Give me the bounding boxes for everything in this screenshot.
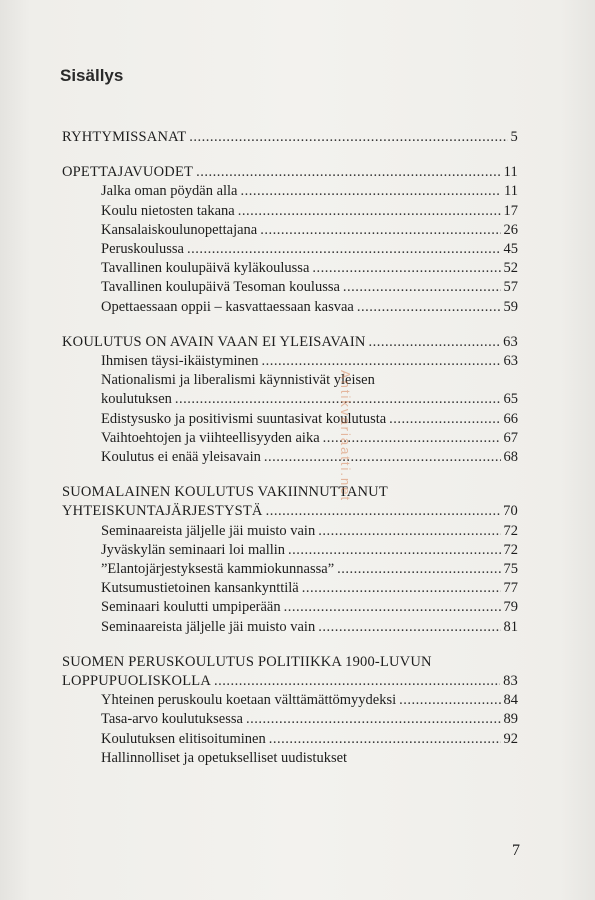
toc-leader-dots [357, 298, 501, 317]
toc-entry-row [62, 598, 518, 617]
toc-leader-dots [266, 502, 500, 521]
toc-entry-row [62, 352, 518, 371]
toc-entry-title: Tavallinen koulupäivä Tesoman koulussa [101, 279, 340, 296]
toc-entry-title: Tasa-arvo koulutuksessa [101, 711, 243, 728]
toc-entry-title: Seminaareista jäljelle jäi muisto vain [101, 618, 316, 635]
toc-entry-title: Koulutuksen elitisoituminen [101, 730, 266, 747]
toc-leader-dots [288, 541, 500, 560]
toc-entry-title-line: Hallinnolliset ja opetukselliset uudistukset [101, 749, 348, 766]
toc-page-number: 17 [503, 202, 518, 219]
toc-chapter-title: LOPPUPUOLISKOLLA [62, 673, 212, 690]
toc-entry-title: Jyväskylän seminaari loi mallin [101, 541, 286, 558]
toc-entry-row [62, 202, 518, 221]
toc-leader-dots [337, 560, 500, 579]
toc-entry-row [62, 240, 518, 259]
toc-entry-title: Opettaessaan oppii – kasvattaessaan kasvaa [101, 298, 354, 315]
toc-page-number: 92 [503, 730, 518, 747]
toc-leader-dots [389, 410, 500, 429]
toc-entry-title: Edistysusko ja positivismi suuntasivat koulutusta [101, 410, 387, 427]
page-number: 7 [512, 842, 520, 859]
toc-page-number: 84 [503, 692, 518, 709]
toc-entry-row [62, 410, 518, 429]
toc-chapter-row [62, 163, 518, 182]
toc-entry-title: Peruskoulussa [101, 241, 184, 258]
toc-page-number: 70 [503, 503, 518, 520]
toc-leader-dots [261, 352, 500, 371]
toc-entry-row [62, 579, 518, 598]
toc-page-number: 11 [504, 183, 518, 200]
toc-leader-dots [302, 579, 501, 598]
toc-page-number: 72 [503, 541, 518, 558]
toc-entry-row [62, 522, 518, 541]
toc-page-number: 83 [503, 673, 518, 690]
toc-page-number: 26 [503, 221, 518, 238]
toc-leader-dots [369, 333, 501, 352]
toc-page-number: 11 [503, 164, 518, 181]
toc-leader-dots [399, 691, 500, 710]
toc-entry-title: koulutuksen [101, 391, 172, 408]
toc-entry-row [62, 541, 518, 560]
toc-page-number: 67 [503, 429, 518, 446]
toc-leader-dots [318, 618, 500, 637]
toc-entry-title: Koulu nietosten takana [101, 202, 235, 219]
toc-page-number: 57 [503, 279, 518, 296]
toc-chapter-title: OPETTAJAVUODET [62, 164, 194, 181]
toc-leader-dots [238, 202, 501, 221]
toc-leader-dots [269, 730, 501, 749]
toc-page-number: 63 [503, 333, 518, 350]
toc-entry-row [62, 560, 518, 579]
toc-page-number: 63 [503, 353, 518, 370]
toc-chapter-title: KOULUTUS ON AVAIN VAAN EI YLEISAVAIN [62, 333, 366, 350]
toc-entry-title: Vaihtoehtojen ja viihteellisyyden aika [101, 429, 320, 446]
contents-heading: Sisällys [60, 66, 124, 85]
toc-page-number: 66 [503, 410, 518, 427]
toc-page-number: 5 [510, 129, 518, 145]
toc-section [62, 128, 518, 147]
toc-page-number: 59 [503, 298, 518, 315]
table-of-contents [62, 128, 518, 784]
toc-section [62, 333, 518, 467]
toc-leader-dots [318, 522, 500, 541]
toc-entry-title: Ihmisen täysi-ikäistyminen [101, 353, 259, 370]
toc-chapter-row [62, 502, 518, 521]
toc-entry-row [62, 730, 518, 749]
toc-leader-dots [214, 672, 500, 691]
toc-chapter-title: RYHTYMISSANAT [62, 129, 187, 145]
toc-chapter-row [62, 333, 518, 352]
toc-entry-row [62, 429, 518, 448]
toc-entry-row [62, 618, 518, 637]
toc-page-number: 68 [503, 449, 518, 466]
toc-leader-dots [189, 128, 507, 147]
toc-chapter-row [62, 128, 518, 147]
toc-entry-row [62, 278, 518, 297]
toc-leader-dots [260, 221, 500, 240]
toc-chapter-title-line1: SUOMEN PERUSKOULUTUS POLITIIKKA 1900-LUVUN [62, 653, 432, 670]
toc-entry-title: Kutsumustietoinen kansankynttilä [101, 580, 299, 597]
toc-page-number: 65 [503, 391, 518, 408]
toc-page-number: 45 [503, 241, 518, 258]
toc-entry-title: Jalka oman pöydän alla [101, 183, 238, 200]
toc-page-number: 77 [503, 580, 518, 597]
toc-entry-title: Koulutus ei enää yleisavain [101, 449, 261, 466]
toc-chapter-row [62, 672, 518, 691]
toc-entry-row [62, 390, 518, 409]
toc-page-number: 72 [503, 522, 518, 539]
toc-leader-dots [343, 278, 501, 297]
toc-entry-title: Kansalaiskoulunopettajana [101, 221, 258, 238]
toc-leader-dots [284, 598, 501, 617]
toc-leader-dots [187, 240, 501, 259]
toc-page-number: 89 [503, 711, 518, 728]
toc-leader-dots [241, 182, 502, 201]
toc-page-number: 75 [503, 561, 518, 578]
toc-entry-row [62, 691, 518, 710]
toc-leader-dots [246, 710, 501, 729]
toc-leader-dots [312, 259, 500, 278]
toc-entry-row [62, 448, 518, 467]
toc-section [62, 483, 518, 637]
toc-entry-title: Tavallinen koulupäivä kyläkoulussa [101, 260, 310, 277]
toc-entry-title: Yhteinen peruskoulu koetaan välttämättömyydeksi [101, 692, 397, 709]
toc-entry-title: Seminaari koulutti umpiperään [101, 599, 281, 616]
toc-entry-row [62, 221, 518, 240]
toc-entry-title-line1: Nationalismi ja liberalismi käynnistivät yleisen [101, 372, 375, 389]
toc-entry-title: ”Elantojärjestyksestä kammiokunnassa” [101, 561, 335, 578]
toc-page-number: 79 [503, 599, 518, 616]
toc-page-number: 52 [503, 260, 518, 277]
toc-chapter-title-line1: SUOMALAINEN KOULUTUS VAKIINNUTTANUT [62, 484, 388, 501]
toc-leader-dots [264, 448, 501, 467]
toc-entry-row [62, 298, 518, 317]
toc-section [62, 163, 518, 317]
watermark-text: Antikvariaatti.net [338, 370, 353, 503]
toc-entry-row [62, 259, 518, 278]
toc-leader-dots [196, 163, 501, 182]
toc-entry-title: Seminaareista jäljelle jäi muisto vain [101, 522, 316, 539]
toc-section [62, 653, 518, 768]
toc-entry-row [62, 182, 518, 201]
toc-entry-row [62, 710, 518, 729]
toc-page-number: 81 [503, 618, 518, 635]
toc-chapter-title: YHTEISKUNTAJÄRJESTYSTÄ [62, 503, 263, 520]
